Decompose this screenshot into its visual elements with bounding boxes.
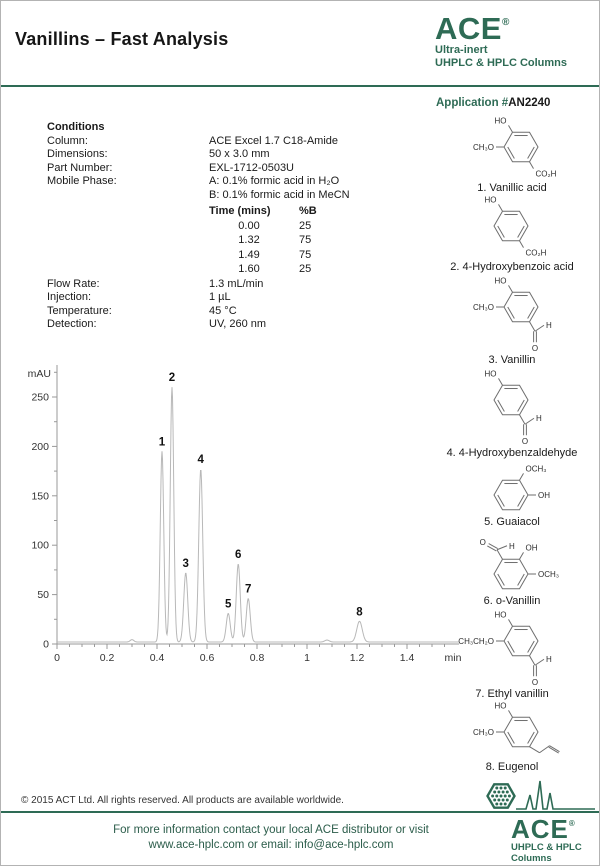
substituent-label: HO <box>494 702 507 711</box>
chromatogram <box>7 351 467 681</box>
structure-caption: 6. o-Vanillin <box>483 595 541 607</box>
gradient-row <box>209 248 427 263</box>
benzene-ring <box>504 626 538 655</box>
structure-item <box>437 275 587 367</box>
structure-caption: 7. Ethyl vanillin <box>475 688 549 700</box>
condition-label: Temperature: <box>47 304 112 317</box>
y-tick-label: 100 <box>31 539 49 552</box>
structure-item <box>437 368 587 460</box>
structure-caption: 8. Eugenol <box>485 761 539 773</box>
benzene-ring <box>494 211 528 240</box>
header-divider <box>1 85 600 87</box>
structure-diagram <box>437 530 587 594</box>
x-axis-unit: min <box>444 652 462 664</box>
gradient-row <box>209 219 427 234</box>
substituent-label: OCH₃ <box>525 464 547 474</box>
condition-row <box>47 305 427 319</box>
benzene-ring <box>494 480 528 509</box>
substituent-label: OH <box>538 491 550 500</box>
copyright-text: © 2015 ACT Ltd. All rights reserved. All products are available worldwide. <box>21 795 344 806</box>
aldehyde-o-label: O <box>531 678 539 687</box>
contact-line-2: www.ace-hplc.com or email: info@ace-hplc.com <box>148 839 394 851</box>
condition-value: B: 0.1% formic acid in MeCN <box>209 188 350 201</box>
y-axis-unit: mAU <box>27 368 51 380</box>
benzene-ring <box>494 385 528 414</box>
gradient-col2-header: %B <box>299 205 317 217</box>
gradient-table <box>209 204 427 277</box>
condition-value: A: 0.1% formic acid in H₂O <box>209 175 340 187</box>
structure-caption: 3. Vanillin <box>488 354 536 366</box>
substituent-label: HO <box>494 117 507 126</box>
substituent-label: HO <box>484 196 497 205</box>
condition-row <box>47 278 427 292</box>
ace-logo-icon <box>485 778 597 812</box>
gradient-col1-header: Time (mins) <box>209 205 271 217</box>
x-tick-label: 1.4 <box>399 652 415 664</box>
y-tick-label: 250 <box>31 391 49 404</box>
page-title: Vanillins – Fast Analysis <box>15 29 229 49</box>
y-tick-label: 50 <box>37 589 49 602</box>
structure-diagram <box>437 275 587 353</box>
peak-label: 1 <box>158 436 166 449</box>
condition-value: EXL-1712-0503U <box>209 161 295 174</box>
peak-label: 3 <box>182 557 189 570</box>
structure-caption: 2. 4-Hydroxybenzoic acid <box>450 261 574 273</box>
peak-label: 7 <box>245 583 252 596</box>
benzene-ring <box>504 717 538 746</box>
condition-label: Column: <box>47 134 88 147</box>
structure-item <box>437 609 587 701</box>
peak-label: 4 <box>197 454 204 467</box>
aldehyde-h-label: H <box>546 655 552 665</box>
footer-logo-tagline-1: UHPLC & HPLC <box>511 842 582 853</box>
condition-row <box>47 318 427 332</box>
aldehyde-o-label: O <box>521 437 529 446</box>
condition-value: ACE Excel 1.7 C18-Amide <box>209 134 338 147</box>
condition-row <box>47 175 427 189</box>
aldehyde-h-label: H <box>536 414 542 424</box>
contact-info <box>71 823 471 853</box>
conditions-heading: Conditions <box>47 121 105 133</box>
aldehyde-h-label: H <box>509 541 515 551</box>
peak-label: 6 <box>235 548 242 561</box>
condition-label: Flow Rate: <box>47 277 100 290</box>
ace-header-logo <box>435 13 567 70</box>
gradient-percent-b: 25 <box>299 219 312 232</box>
substituent-label: CH₃O <box>472 728 494 737</box>
structure-diagram <box>437 702 587 760</box>
allyl-bond <box>540 746 550 753</box>
structure-item <box>437 117 587 195</box>
condition-row <box>47 162 427 176</box>
x-tick-label: 0.2 <box>99 652 115 664</box>
condition-value: 45 °C <box>209 304 237 317</box>
condition-label <box>47 189 209 203</box>
footer-logo-tagline-2: Columns <box>511 853 552 864</box>
registered-mark: ® <box>501 17 510 28</box>
y-tick-label: 0 <box>43 638 49 651</box>
condition-label: Detection: <box>47 318 97 331</box>
substituent-label: HO <box>494 610 507 620</box>
condition-row <box>47 291 427 305</box>
registered-mark: ® <box>568 819 575 828</box>
structure-diagram <box>437 609 587 687</box>
gradient-time: 1.32 <box>238 234 260 247</box>
contact-line-1: For more information contact your local ACE distributor or visit <box>113 824 429 836</box>
substituent-label: CH₃O <box>472 303 494 312</box>
conditions-rows-2 <box>47 278 427 332</box>
logo-tagline-1: Ultra-inert <box>435 44 488 56</box>
condition-label: Dimensions: <box>47 148 108 160</box>
x-tick-label: 1.2 <box>349 652 365 664</box>
aldehyde-h-label: H <box>546 321 552 331</box>
x-tick-label: 0.8 <box>249 652 265 664</box>
gradient-row <box>209 233 427 248</box>
structure-item <box>437 461 587 529</box>
condition-row <box>47 148 427 162</box>
structure-item <box>437 196 587 274</box>
x-tick-label: 0 <box>54 652 60 664</box>
structure-item <box>437 702 587 774</box>
condition-label: Injection: <box>47 291 92 304</box>
y-tick-label: 200 <box>31 440 49 453</box>
substituent-label: HO <box>494 276 507 286</box>
application-label: Application # <box>436 97 509 109</box>
gradient-percent-b: 25 <box>299 263 312 276</box>
gradient-percent-b: 75 <box>299 234 312 247</box>
gradient-row <box>209 262 427 277</box>
conditions-rows <box>47 135 427 203</box>
aldehyde-o-label: O <box>479 537 486 547</box>
footer-brand-text: ACE® <box>511 814 575 844</box>
compound-structures-column <box>429 117 595 775</box>
gradient-time: 0.00 <box>238 219 260 232</box>
substituent-label: OCH₃ <box>538 570 560 579</box>
application-id: AN2240 <box>508 97 551 109</box>
benzene-ring <box>504 292 538 321</box>
condition-label: Part Number: <box>47 161 113 174</box>
peaks-trace-icon <box>516 781 595 809</box>
condition-value: 50 x 3.0 mm <box>209 148 270 160</box>
x-tick-label: 1 <box>304 652 310 664</box>
aldehyde-o-label: O <box>531 344 539 353</box>
allyl-bond <box>530 747 540 753</box>
condition-value: UV, 260 nm <box>209 318 267 331</box>
chromatogram-plot <box>7 351 467 676</box>
gradient-time: 1.60 <box>238 263 260 276</box>
benzene-ring <box>494 559 528 588</box>
gradient-time: 1.49 <box>238 248 260 261</box>
substituent-label: OH <box>525 543 538 553</box>
condition-value: 1 µL <box>209 291 231 304</box>
structure-caption: 1. Vanillic acid <box>477 182 547 194</box>
structure-diagram <box>437 461 587 515</box>
structure-diagram <box>437 368 587 446</box>
gradient-percent-b: 75 <box>299 248 312 261</box>
structure-diagram <box>437 117 587 181</box>
logo-tagline-2: UHPLC & HPLC Columns <box>435 57 567 69</box>
substituent-label: HO <box>484 369 497 379</box>
condition-row <box>47 135 427 149</box>
peak-label: 8 <box>356 606 363 619</box>
substituent-label: CO₂H <box>525 248 547 258</box>
structure-caption: 5. Guaiacol <box>484 516 540 528</box>
application-number <box>436 97 550 109</box>
substituent-label: CH₃O <box>472 143 494 152</box>
condition-row <box>47 189 427 203</box>
structure-item <box>437 530 587 608</box>
ace-brand-text: ACE® <box>435 11 510 46</box>
gradient-header-row <box>209 204 427 219</box>
peak-label: 2 <box>168 372 176 385</box>
condition-value: 1.3 mL/min <box>209 277 264 290</box>
structure-diagram <box>437 196 587 260</box>
condition-label: Mobile Phase: <box>47 175 117 187</box>
x-tick-label: 0.6 <box>199 652 215 664</box>
ace-footer-logo <box>485 778 597 864</box>
conditions-section <box>47 121 427 332</box>
benzene-ring <box>504 132 538 161</box>
x-tick-label: 0.4 <box>149 652 165 664</box>
y-tick-label: 150 <box>31 490 49 503</box>
substituent-label: CH₃CH₂O <box>458 637 494 646</box>
peak-label: 5 <box>225 598 232 611</box>
substituent-label: CO₂H <box>535 169 557 179</box>
structure-caption: 4. 4-Hydroxybenzaldehyde <box>446 447 578 459</box>
chromatogram-trace <box>57 387 459 642</box>
